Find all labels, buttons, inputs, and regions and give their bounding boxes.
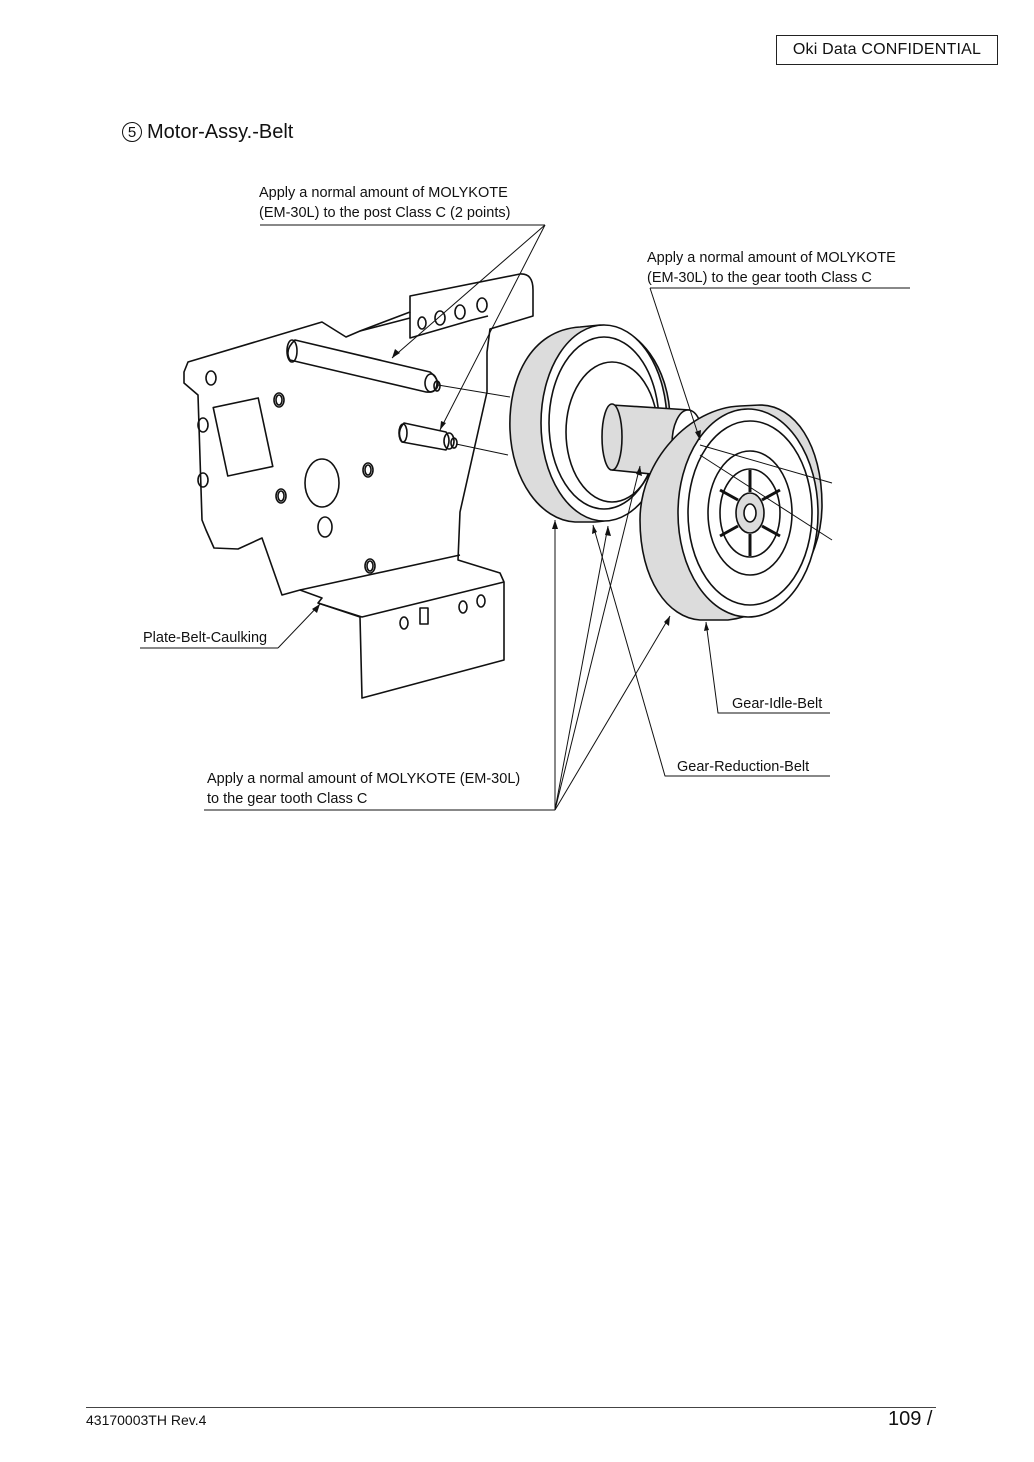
callout-post-line1: Apply a normal amount of MOLYKOTE: [259, 185, 508, 201]
callout-gear-tooth-bottom-line2: to the gear tooth Class C: [207, 791, 368, 807]
label-plate-belt-caulking: Plate-Belt-Caulking: [143, 630, 268, 646]
callout-gear-tooth-top: [647, 248, 896, 288]
callout-gear-tooth-top-line2: (EM-30L) to the gear tooth Class C: [647, 270, 872, 286]
callout-post-line2: (EM-30L) to the post Class C (2 points): [259, 205, 511, 221]
confidential-stamp: Oki Data CONFIDENTIAL: [776, 35, 998, 65]
label-gear-reduction-belt: Gear-Reduction-Belt: [677, 759, 810, 775]
label-gear-idle-belt: Gear-Idle-Belt: [732, 696, 823, 712]
document-id: 43170003TH Rev.4: [86, 1412, 207, 1428]
section-number: 5: [122, 122, 142, 142]
section-title-text: Motor-Assy.-Belt: [147, 121, 294, 143]
callout-post-lubrication: [259, 183, 510, 223]
callout-gear-tooth-bottom-line1: Apply a normal amount of MOLYKOTE (EM-30L): [207, 771, 521, 787]
page-number: 109 /: [888, 1408, 933, 1430]
callout-gear-tooth-top-line1: Apply a normal amount of MOLYKOTE: [647, 250, 896, 266]
footer-divider: [86, 1407, 936, 1408]
callout-gear-tooth-bottom: [207, 769, 520, 809]
